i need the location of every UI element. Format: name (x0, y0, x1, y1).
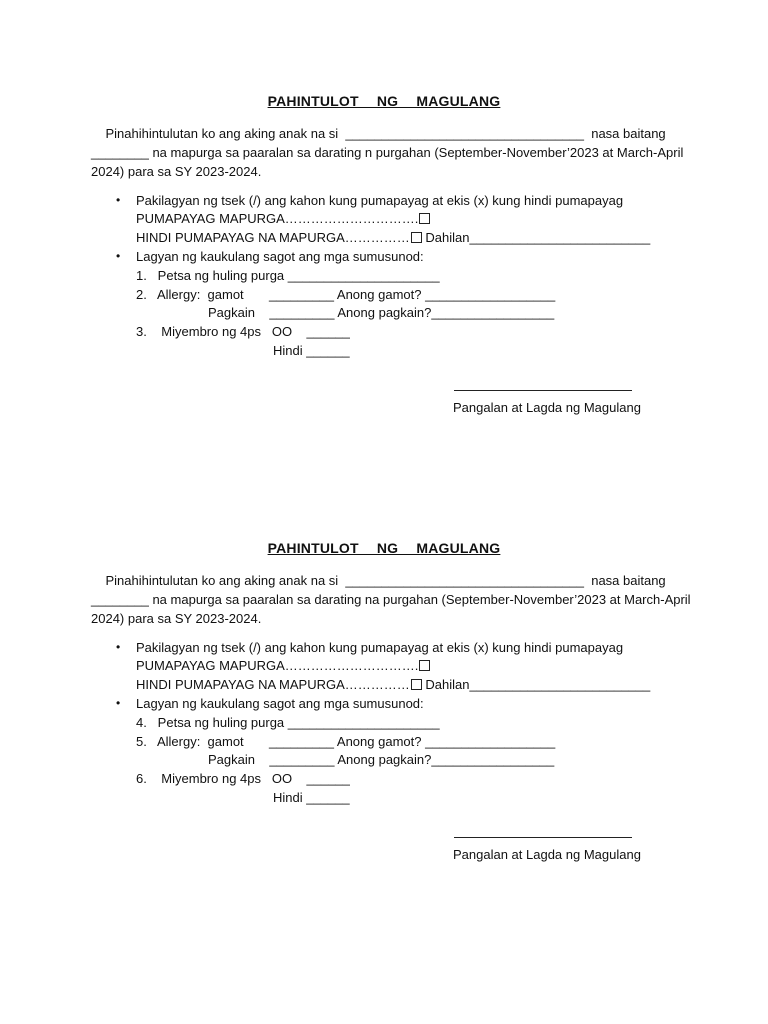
item-allergy-pagkain[interactable]: Pagkain _________ Anong pagkain?_________________ (208, 752, 555, 767)
signature-label: Pangalan at Lagda ng Magulang (453, 400, 641, 415)
bullet-dot: • (116, 696, 121, 710)
instruction-answer: Lagyan ng kaukulang sagot ang mga sumusunod: (136, 249, 424, 264)
checkbox-hindi-pumapayag[interactable] (411, 679, 422, 690)
paragraph-line-2: ________ na mapurga sa paaralan sa darating n purgahan (September-November’2023 at March-April (91, 145, 684, 160)
item-4ps-hindi[interactable]: Hindi ______ (273, 343, 350, 358)
option-hindi-label: HINDI PUMAPAYAG NA MAPURGA…………… (136, 230, 410, 245)
dahilan-field[interactable]: Dahilan_________________________ (421, 230, 651, 245)
instruction-check: Pakilagyan ng tsek (/) ang kahon kung pumapayag at ekis (x) kung hindi pumapayag (136, 193, 624, 208)
item-allergy-gamot[interactable]: 5. Allergy: gamot _________ Anong gamot? __________________ (136, 734, 556, 749)
checkbox-pumapayag[interactable] (419, 660, 430, 671)
bullet-dot: • (116, 249, 121, 263)
checkbox-hindi-pumapayag[interactable] (411, 232, 422, 243)
item-allergy-gamot[interactable]: 2. Allergy: gamot _________ Anong gamot? __________________ (136, 287, 556, 302)
option-pumapayag (136, 210, 430, 228)
signature-label: Pangalan at Lagda ng Magulang (453, 847, 641, 862)
item-4ps-oo[interactable]: 3. Miyembro ng 4ps OO ______ (136, 324, 350, 339)
option-pumapayag-label: PUMAPAYAG MAPURGA…………………………. (136, 211, 419, 226)
option-pumapayag (136, 657, 430, 675)
option-hindi-pumapayag (136, 676, 650, 694)
item-4ps-hindi[interactable]: Hindi ______ (273, 790, 350, 805)
option-hindi-pumapayag (136, 229, 650, 247)
signature-line[interactable] (454, 837, 632, 838)
form-title: PAHINTULOT NG MAGULANG (267, 93, 501, 109)
item-4ps-oo[interactable]: 6. Miyembro ng 4ps OO ______ (136, 771, 350, 786)
bullet-dot: • (116, 193, 121, 207)
item-allergy-pagkain[interactable]: Pagkain _________ Anong pagkain?_________________ (208, 305, 555, 320)
signature-line[interactable] (454, 390, 632, 391)
bullet-dot: • (116, 640, 121, 654)
paragraph-line-3: 2024) para sa SY 2023-2024. (91, 164, 262, 179)
instruction-check: Pakilagyan ng tsek (/) ang kahon kung pumapayag at ekis (x) kung hindi pumapayag (136, 640, 624, 655)
option-pumapayag-label: PUMAPAYAG MAPURGA…………………………. (136, 658, 419, 673)
dahilan-field[interactable]: Dahilan_________________________ (421, 677, 651, 692)
paragraph-line-1: Pinahihintulutan ko ang aking anak na si _________________________________ nasa baitang (91, 126, 666, 141)
item-petsa[interactable]: 4. Petsa ng huling purga _____________________ (136, 715, 440, 730)
paragraph-line-3: 2024) para sa SY 2023-2024. (91, 611, 262, 626)
option-hindi-label: HINDI PUMAPAYAG NA MAPURGA…………… (136, 677, 410, 692)
paragraph-line-2: ________ na mapurga sa paaralan sa darating na purgahan (September-November’2023 at March-April (91, 592, 691, 607)
checkbox-pumapayag[interactable] (419, 213, 430, 224)
paragraph-line-1: Pinahihintulutan ko ang aking anak na si _________________________________ nasa baitang (91, 573, 666, 588)
instruction-answer: Lagyan ng kaukulang sagot ang mga sumusunod: (136, 696, 424, 711)
form-title: PAHINTULOT NG MAGULANG (267, 540, 501, 556)
item-petsa[interactable]: 1. Petsa ng huling purga _____________________ (136, 268, 440, 283)
